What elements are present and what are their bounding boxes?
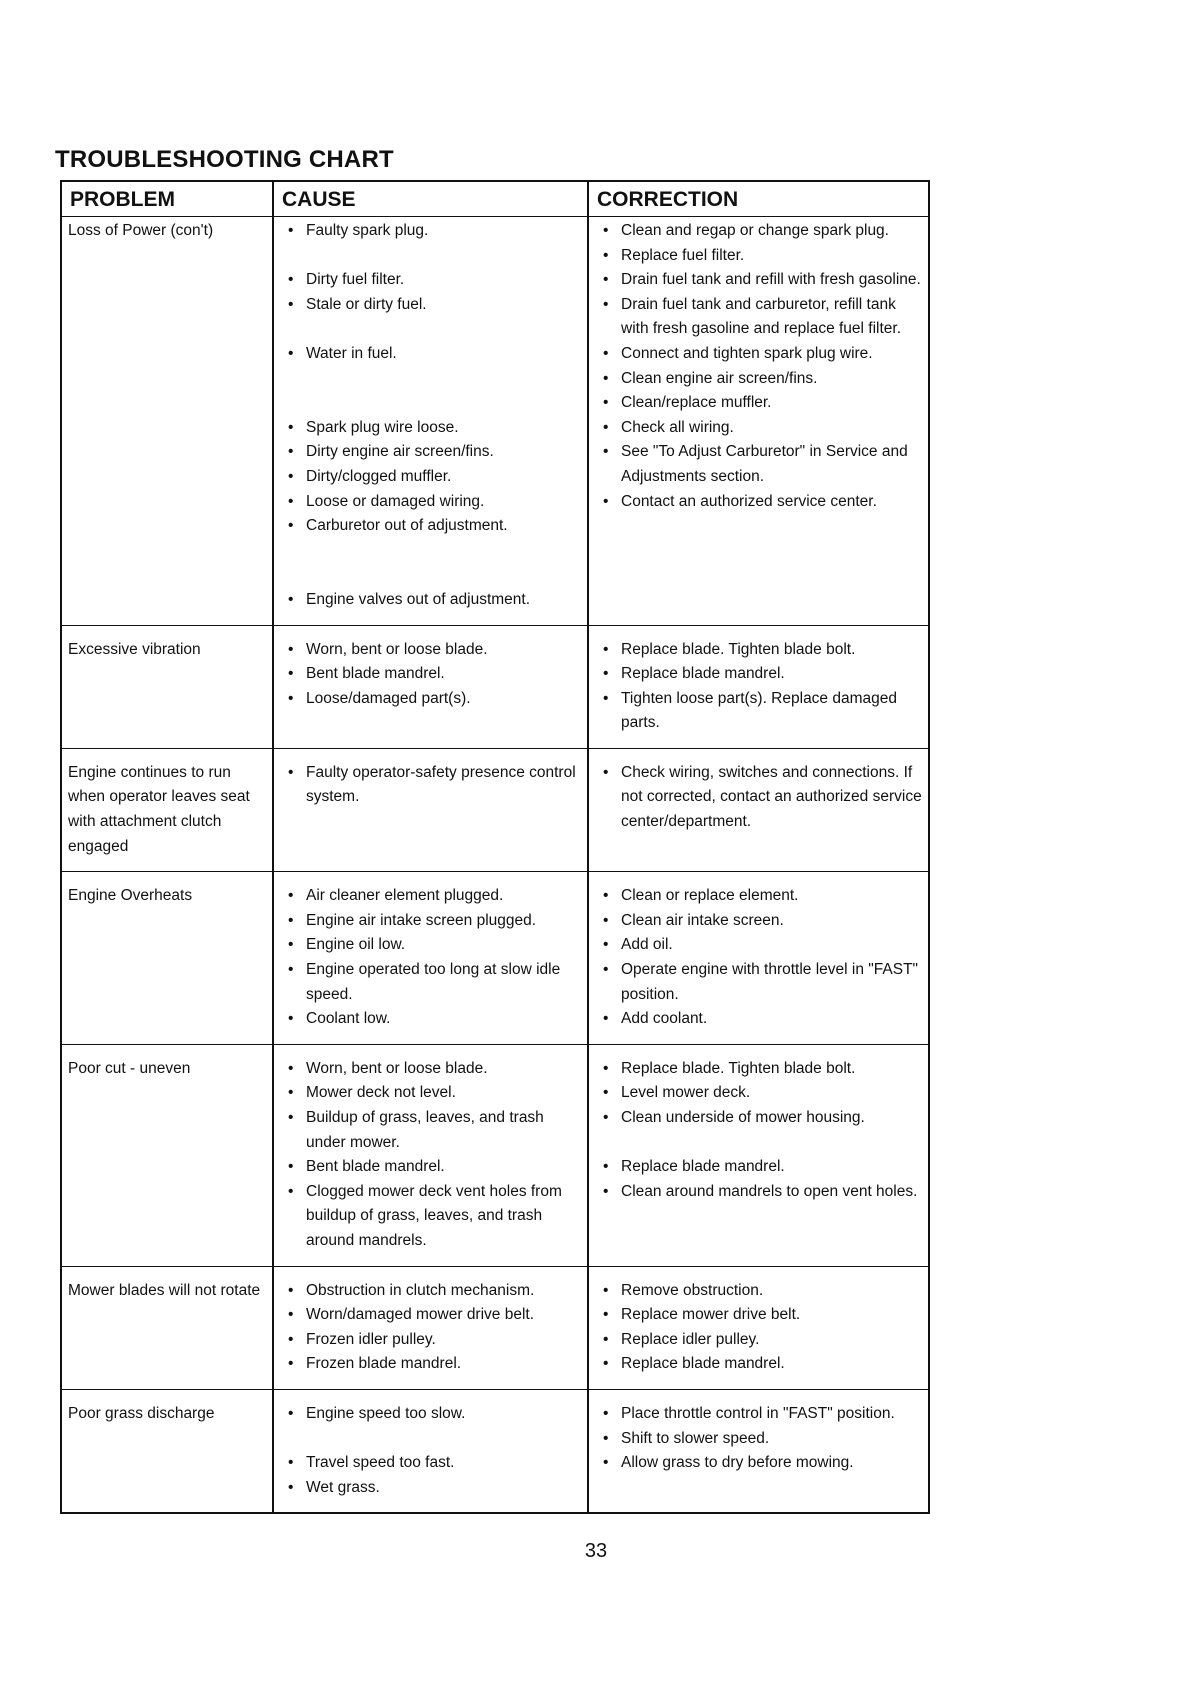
correction-cell [588,872,929,1045]
correction-item: • Allow grass to dry before mowing. [595,1451,922,1476]
correction-item: • Check wiring, switches and connections. If not corrected, contact an authorized service center/department. [595,761,922,835]
correction-item: • Replace blade mandrel. [595,1155,922,1180]
cause-cell [273,1389,588,1513]
cause-item: • Coolant low. [280,1007,581,1032]
correction-item: • Connect and tighten spark plug wire. [595,342,922,367]
correction-item: • Drain fuel tank and refill with fresh gasoline. [595,268,922,293]
cause-item: • Frozen blade mandrel. [280,1352,581,1377]
cause-item: • Loose/damaged part(s). [280,687,581,712]
correction-item: • Contact an authorized service center. [595,490,922,515]
correction-cell [588,1389,929,1513]
correction-item: • Replace blade. Tighten blade bolt. [595,638,922,663]
cause-item: • Bent blade mandrel. [280,1155,581,1180]
correction-item: • Clean or replace element. [595,884,922,909]
cause-item: • Obstruction in clutch mechanism. [280,1279,581,1304]
cause-item: • Mower deck not level. [280,1081,581,1106]
cause-cell [273,217,588,626]
correction-item: • Operate engine with throttle level in "FAST" position. [595,958,922,1007]
cause-item: • Engine speed too slow. [280,1402,581,1427]
correction-item: • Replace idler pulley. [595,1328,922,1353]
cause-item: • Travel speed too fast. [280,1451,581,1476]
problem-cell [61,217,273,626]
cause-item: • Worn, bent or loose blade. [280,1057,581,1082]
correction-item: • Place throttle control in "FAST" position. [595,1402,922,1427]
problem-cell [61,1389,273,1513]
cause-item: • Buildup of grass, leaves, and trash under mower. [280,1106,581,1155]
correction-cell [588,748,929,871]
table-row [61,217,929,626]
correction-item: • Check all wiring. [595,416,922,441]
correction-item: • Replace blade mandrel. [595,1352,922,1377]
troubleshooting-table [60,180,930,1514]
cause-item: • Worn, bent or loose blade. [280,638,581,663]
correction-item: • Clean and regap or change spark plug. [595,219,922,244]
correction-item: • Replace blade mandrel. [595,662,922,687]
cause-item: • Faulty spark plug. [280,219,581,244]
cause-item: • Clogged mower deck vent holes from buildup of grass, leaves, and trash around mandrels. [280,1180,581,1254]
correction-item: • Replace blade. Tighten blade bolt. [595,1057,922,1082]
cause-item: • Engine valves out of adjustment. [280,588,581,613]
problem-cell [61,872,273,1045]
table-row [61,1044,929,1266]
correction-item: • Add coolant. [595,1007,922,1032]
correction-item: • Drain fuel tank and carburetor, refill tank with fresh gasoline and replace fuel filter. [595,293,922,342]
correction-cell [588,625,929,748]
problem-text: Excessive vibration [68,640,201,658]
cause-item: • Engine air intake screen plugged. [280,909,581,934]
cause-cell [273,748,588,871]
correction-item: • Clean around mandrels to open vent holes. [595,1180,922,1205]
problem-text: Mower blades will not rotate [68,1281,261,1299]
cause-item: • Loose or damaged wiring. [280,490,581,515]
cause-item: • Water in fuel. [280,342,581,367]
problem-cell [61,1044,273,1266]
cause-cell [273,1044,588,1266]
correction-cell [588,217,929,626]
cause-item: • Dirty fuel filter. [280,268,581,293]
cause-item: • Spark plug wire loose. [280,416,581,441]
correction-header: CORRECTION [588,181,929,217]
correction-item: • See "To Adjust Carburetor" in Service and Adjustments section. [595,440,922,489]
cause-header: CAUSE [273,181,588,217]
table-row [61,625,929,748]
table-row [61,1266,929,1389]
cause-item: • Air cleaner element plugged. [280,884,581,909]
correction-cell [588,1044,929,1266]
cause-item: • Engine oil low. [280,933,581,958]
table-row [61,748,929,871]
correction-item: • Replace mower drive belt. [595,1303,922,1328]
correction-item: • Clean underside of mower housing. [595,1106,922,1131]
correction-item: • Clean/replace muffler. [595,391,922,416]
problem-cell [61,1266,273,1389]
correction-item: • Replace fuel filter. [595,244,922,269]
cause-item: • Bent blade mandrel. [280,662,581,687]
problem-text: Loss of Power (con't) [68,222,214,239]
problem-text: Poor grass discharge [68,1404,215,1422]
problem-cell [61,748,273,871]
correction-item: • Add oil. [595,933,922,958]
correction-item: • Tighten loose part(s). Replace damaged parts. [595,687,922,736]
problem-text: Poor cut - uneven [68,1059,191,1077]
table-header-row [61,181,929,217]
cause-item: • Worn/damaged mower drive belt. [280,1303,581,1328]
cause-item: • Stale or dirty fuel. [280,293,581,318]
problem-text: Engine continues to run when operator leaves seat with attachment clutch engaged [68,763,250,855]
cause-cell [273,1266,588,1389]
cause-cell [273,872,588,1045]
cause-item: • Dirty engine air screen/fins. [280,440,581,465]
problem-text: Engine Overheats [68,887,193,905]
cause-item: • Carburetor out of adjustment. [280,514,581,539]
table-row [61,872,929,1045]
problem-header: PROBLEM [61,181,273,217]
correction-item: • Clean engine air screen/fins. [595,367,922,392]
cause-item: • Dirty/clogged muffler. [280,465,581,490]
problem-cell [61,625,273,748]
cause-item: • Frozen idler pulley. [280,1328,581,1353]
correction-item: • Shift to slower speed. [595,1427,922,1452]
correction-cell [588,1266,929,1389]
cause-cell [273,625,588,748]
page-title: TROUBLESHOOTING CHART [55,146,394,173]
table-row [61,1389,929,1513]
cause-item: • Faulty operator-safety presence control system. [280,761,581,810]
cause-item: • Wet grass. [280,1476,581,1501]
cause-item: • Engine operated too long at slow idle speed. [280,958,581,1007]
correction-item: • Clean air intake screen. [595,909,922,934]
correction-item: • Remove obstruction. [595,1279,922,1304]
correction-item: • Level mower deck. [595,1081,922,1106]
page-number: 33 [584,1540,608,1562]
